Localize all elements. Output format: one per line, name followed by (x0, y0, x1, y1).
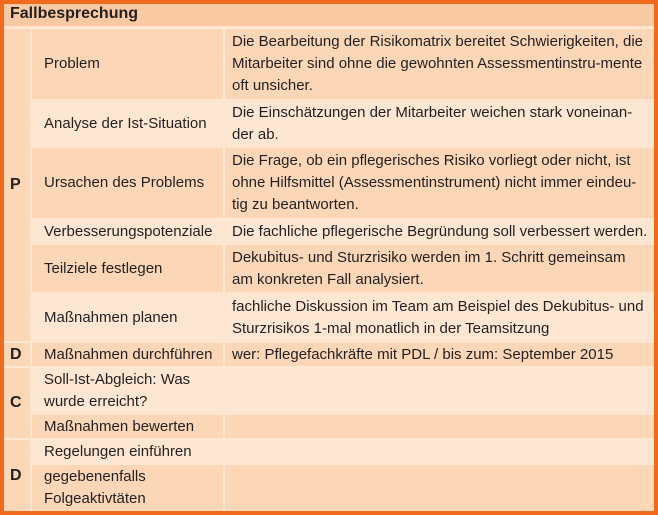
step-description: wer: Pflegefachkräfte mit PDL / bis zum: September 2015 (224, 342, 654, 367)
step-label: Soll-Ist-Abgleich: Was wurde erreicht? (31, 367, 224, 414)
table-row (4, 414, 654, 439)
table-row (4, 100, 654, 147)
step-description: Die fachliche pflegerische Begründung soll verbessert werden. (224, 219, 654, 244)
step-description (224, 439, 654, 464)
table-row (4, 342, 654, 367)
table-title: Fallbesprechung (4, 4, 654, 26)
step-label: Maßnahmen planen (31, 293, 224, 342)
phase-label-do: D (4, 342, 31, 367)
phase-label-check: C (4, 367, 31, 439)
step-description: fachliche Diskussion im Team am Beispiel des Dekubitus- und Sturzrisikos 1-mal monatlich in der Teamsitzung (224, 293, 654, 342)
step-label: Problem (31, 28, 224, 100)
step-label: gegebenenfalls Folgeaktivtäten (31, 464, 224, 511)
table-row (4, 244, 654, 293)
step-description (224, 414, 654, 439)
step-label: Regelungen einführen (31, 439, 224, 464)
step-description: Die Einschätzungen der Mitarbeiter weichen stark voneinan-der ab. (224, 100, 654, 147)
step-description: Die Frage, ob ein pflegerisches Risiko vorliegt oder nicht, ist ohne Hilfsmittel (Assessmentinstrument) nicht immer eindeu-tig zu beantworten. (224, 147, 654, 219)
table-row (4, 219, 654, 244)
step-description (224, 367, 654, 414)
step-label: Verbesserungspotenziale (31, 219, 224, 244)
phase-label-act: D (4, 439, 31, 511)
case-discussion-table-frame (4, 4, 654, 511)
step-label: Maßnahmen bewerten (31, 414, 224, 439)
table-row (4, 28, 654, 100)
table-row (4, 367, 654, 414)
step-label: Maßnahmen durchführen (31, 342, 224, 367)
step-description: Dekubitus- und Sturzrisiko werden im 1. Schritt gemeinsam am konkreten Fall analysiert. (224, 244, 654, 293)
table-row (4, 147, 654, 219)
step-label: Teilziele festlegen (31, 244, 224, 293)
phase-label-plan: P (4, 28, 31, 342)
step-label: Analyse der Ist-Situation (31, 100, 224, 147)
step-label: Ursachen des Problems (31, 147, 224, 219)
table-row (4, 293, 654, 342)
step-description: Die Bearbeitung der Risikomatrix bereitet Schwierigkeiten, die Mitarbeiter sind ohne die gewohnten Assessmentinstru-mente oft unsicher. (224, 28, 654, 100)
table-row (4, 439, 654, 464)
step-description (224, 464, 654, 511)
table-row (4, 464, 654, 511)
pdca-table (4, 27, 654, 511)
